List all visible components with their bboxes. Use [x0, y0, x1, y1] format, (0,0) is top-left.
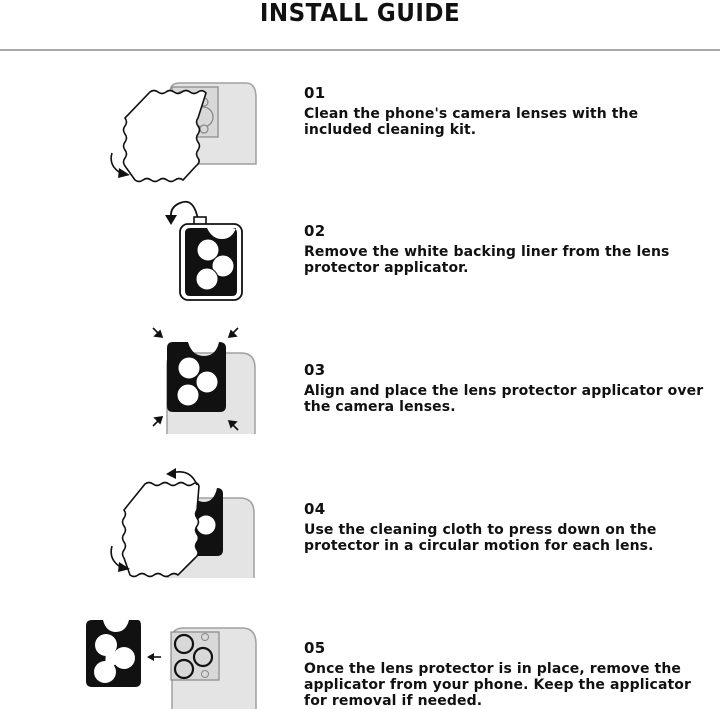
- title-divider: [0, 49, 720, 51]
- peel-backing-liner-icon: [160, 195, 250, 305]
- step-description: Once the lens protector is in place, remove the applicator from your phone. Keep the applicator for removal if needed.: [304, 661, 692, 709]
- step-text: [304, 222, 704, 276]
- step-description: Align and place the lens protector applicator over the camera lenses.: [304, 383, 704, 415]
- page-title: INSTALL GUIDE: [259, 0, 461, 27]
- step-description: Remove the white backing liner from the lens protector applicator.: [304, 244, 670, 276]
- step-number: 05: [304, 639, 326, 657]
- step-text: [304, 84, 704, 138]
- step-number: 02: [304, 222, 326, 240]
- step-text: [304, 500, 704, 554]
- remove-applicator-icon: [80, 612, 260, 709]
- step-number: 03: [304, 361, 326, 379]
- step-text: [304, 361, 704, 415]
- step-text: [304, 639, 704, 709]
- step-description: Clean the phone's camera lenses with the included cleaning kit.: [304, 106, 639, 138]
- cleaning-cloth-wipe-icon: [100, 78, 260, 188]
- step-number: 04: [304, 500, 326, 518]
- step-number: 01: [304, 84, 326, 102]
- align-applicator-icon: [145, 322, 265, 437]
- press-down-cloth-icon: [100, 458, 265, 583]
- step-description: Use the cleaning cloth to press down on the protector in a circular motion for each lens.: [304, 522, 657, 554]
